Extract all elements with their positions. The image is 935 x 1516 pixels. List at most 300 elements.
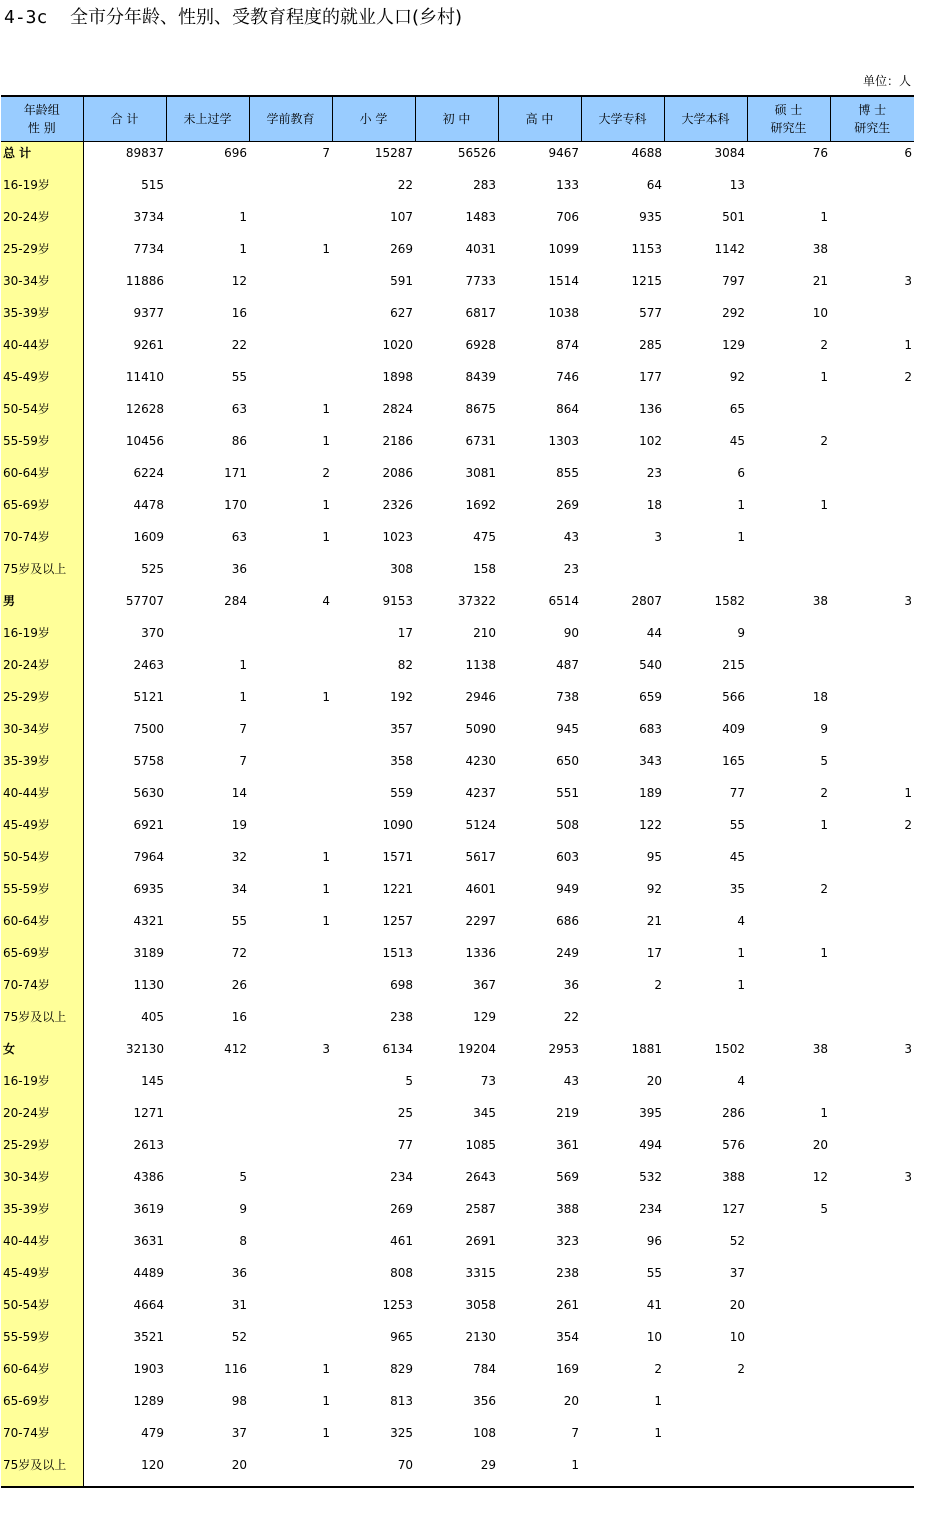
table-cell: 5 (820, 1202, 828, 1216)
table-cell: 15287 (374, 146, 413, 160)
table-cell: 6817 (465, 306, 496, 320)
table-cell: 3734 (133, 210, 164, 224)
table-cell: 19 (231, 818, 247, 832)
table-cell: 1 (322, 690, 330, 704)
table-cell: 171 (224, 466, 247, 480)
table-cell: 2643 (465, 1170, 496, 1184)
table-cell: 90 (563, 626, 579, 640)
table-cell: 145 (141, 1074, 164, 1088)
table-cell: 6935 (133, 882, 164, 896)
row-label: 55-59岁 (1, 430, 83, 462)
table-cell: 603 (556, 850, 579, 864)
table-row (1, 398, 914, 430)
table-cell: 82 (397, 658, 413, 672)
table-row (1, 750, 914, 782)
table-cell (249, 1134, 332, 1166)
table-cell: 9261 (133, 338, 164, 352)
table-cell: 63 (231, 530, 247, 544)
group-total-row (1, 1038, 914, 1070)
table-cell (747, 1294, 830, 1326)
table-cell: 4230 (465, 754, 496, 768)
table-cell (747, 1070, 830, 1102)
corner-header-line2: 性 别 (27, 121, 56, 135)
table-cell (747, 1230, 830, 1262)
table-cell: 4 (737, 914, 745, 928)
table-cell: 577 (639, 306, 662, 320)
column-header (83, 96, 166, 142)
table-row (1, 814, 914, 846)
table-cell: 122 (639, 818, 662, 832)
table-cell (249, 814, 332, 846)
table-cell: 1 (820, 1106, 828, 1120)
table-cell: 797 (722, 274, 745, 288)
table-cell: 650 (556, 754, 579, 768)
table-cell: 19204 (457, 1042, 496, 1056)
column-header-line: 研究生 (854, 121, 891, 135)
table-cell: 169 (556, 1362, 579, 1376)
table-cell: 696 (224, 146, 247, 160)
table-cell (830, 1390, 914, 1422)
table-cell: 2691 (465, 1234, 496, 1248)
table-cell: 8439 (465, 370, 496, 384)
table-cell: 89837 (125, 146, 164, 160)
table-cell: 1903 (133, 1362, 164, 1376)
table-cell: 77 (397, 1138, 413, 1152)
table-cell: 286 (722, 1106, 745, 1120)
table-cell: 9 (737, 626, 745, 640)
table-cell: 1609 (133, 530, 164, 544)
table-code: 4-3c (4, 7, 48, 28)
table-cell (664, 1390, 747, 1422)
table-cell: 5 (405, 1074, 413, 1088)
row-label: 50-54岁 (1, 846, 83, 878)
table-cell: 2953 (548, 1042, 579, 1056)
table-cell: 5 (239, 1170, 247, 1184)
table-cell: 945 (556, 722, 579, 736)
table-cell: 409 (722, 722, 745, 736)
table-cell: 2326 (382, 498, 413, 512)
table-cell: 1 (322, 402, 330, 416)
table-cell: 5758 (133, 754, 164, 768)
row-label: 75岁及以上 (1, 1006, 83, 1038)
table-cell: 566 (722, 690, 745, 704)
column-header-line: 大学本科 (681, 112, 730, 126)
table-cell: 10 (729, 1330, 745, 1344)
table-cell: 22 (563, 1010, 579, 1024)
table-cell: 64 (646, 178, 662, 192)
table-row (1, 526, 914, 558)
table-cell: 234 (639, 1202, 662, 1216)
row-label: 65-69岁 (1, 942, 83, 974)
table-cell: 5124 (465, 818, 496, 832)
table-cell: 65 (729, 402, 745, 416)
table-cell: 683 (639, 722, 662, 736)
table-cell: 177 (639, 370, 662, 384)
table-cell: 1571 (382, 850, 413, 864)
table-cell: 627 (390, 306, 413, 320)
table-cell (830, 1230, 914, 1262)
table-cell: 405 (141, 1010, 164, 1024)
table-cell: 23 (563, 562, 579, 576)
table-cell: 7 (239, 722, 247, 736)
table-cell (830, 1198, 914, 1230)
table-row (1, 1230, 914, 1262)
table-cell: 515 (141, 178, 164, 192)
table-cell (249, 1454, 332, 1487)
table-cell: 283 (473, 178, 496, 192)
table-cell: 56526 (457, 146, 496, 160)
table-cell: 1 (820, 210, 828, 224)
table-cell: 3 (904, 1170, 912, 1184)
row-label: 35-39岁 (1, 1198, 83, 1230)
table-cell: 3058 (465, 1298, 496, 1312)
table-cell: 44 (646, 626, 662, 640)
table-cell: 1483 (465, 210, 496, 224)
table-cell (830, 238, 914, 270)
table-cell: 6134 (382, 1042, 413, 1056)
table-cell: 1 (820, 498, 828, 512)
table-cell (830, 398, 914, 430)
row-label: 75岁及以上 (1, 558, 83, 590)
table-cell (830, 1358, 914, 1390)
row-label: 男 (1, 590, 83, 622)
table-cell: 388 (722, 1170, 745, 1184)
table-cell: 261 (556, 1298, 579, 1312)
table-cell (747, 1422, 830, 1454)
table-cell: 706 (556, 210, 579, 224)
table-cell: 5090 (465, 722, 496, 736)
table-cell (664, 1422, 747, 1454)
table-cell: 11886 (125, 274, 164, 288)
unit-label: 单位：人 (862, 74, 911, 88)
table-row (1, 1134, 914, 1166)
table-cell: 8675 (465, 402, 496, 416)
table-cell: 10456 (125, 434, 164, 448)
table-cell: 3 (322, 1042, 330, 1056)
table-cell (747, 1390, 830, 1422)
row-label: 20-24岁 (1, 654, 83, 686)
table-cell: 1513 (382, 946, 413, 960)
table-cell: 2 (820, 786, 828, 800)
table-cell: 1 (322, 882, 330, 896)
table-cell: 1 (322, 914, 330, 928)
table-cell: 12628 (125, 402, 164, 416)
column-header-line: 学前教育 (266, 112, 315, 126)
table-cell (830, 974, 914, 1006)
table-cell: 76 (812, 146, 828, 160)
column-header-line: 硕 士 (774, 103, 803, 117)
table-cell: 2086 (382, 466, 413, 480)
table-cell: 1 (820, 946, 828, 960)
table-cell: 1142 (714, 242, 745, 256)
table-cell: 855 (556, 466, 579, 480)
row-label: 60-64岁 (1, 1358, 83, 1390)
table-cell: 7964 (133, 850, 164, 864)
table-cell: 784 (473, 1362, 496, 1376)
table-cell: 1271 (133, 1106, 164, 1120)
row-label: 70-74岁 (1, 974, 83, 1006)
table-cell (249, 206, 332, 238)
table-cell: 6921 (133, 818, 164, 832)
table-cell: 1881 (631, 1042, 662, 1056)
table-cell: 21 (812, 274, 828, 288)
table-row (1, 718, 914, 750)
table-cell: 1257 (382, 914, 413, 928)
table-cell (830, 1070, 914, 1102)
table-cell: 6928 (465, 338, 496, 352)
table-cell (747, 1454, 830, 1487)
row-label: 65-69岁 (1, 494, 83, 526)
table-cell: 5617 (465, 850, 496, 864)
table-cell (249, 782, 332, 814)
table-cell: 1 (654, 1394, 662, 1408)
row-label: 35-39岁 (1, 750, 83, 782)
table-cell (830, 462, 914, 494)
table-cell: 1692 (465, 498, 496, 512)
table-cell: 238 (390, 1010, 413, 1024)
table-cell (249, 302, 332, 334)
table-cell: 1502 (714, 1042, 745, 1056)
table-cell: 367 (473, 978, 496, 992)
table-cell (249, 1006, 332, 1038)
table-row (1, 846, 914, 878)
table-cell: 20 (231, 1458, 247, 1472)
row-label: 60-64岁 (1, 910, 83, 942)
table-cell: 1215 (631, 274, 662, 288)
table-cell: 219 (556, 1106, 579, 1120)
table-cell: 1514 (548, 274, 579, 288)
table-cell: 576 (722, 1138, 745, 1152)
column-header-line: 小 学 (359, 112, 388, 126)
table-cell (664, 1454, 747, 1487)
table-cell (830, 846, 914, 878)
table-cell: 9153 (382, 594, 413, 608)
table-cell: 1336 (465, 946, 496, 960)
table-cell: 3084 (714, 146, 745, 160)
table-cell: 4321 (133, 914, 164, 928)
table-cell: 1 (239, 210, 247, 224)
table-cell: 38 (812, 1042, 828, 1056)
column-header-line: 研究生 (770, 121, 807, 135)
row-label: 30-34岁 (1, 1166, 83, 1198)
table-cell: 52 (231, 1330, 247, 1344)
table-cell (830, 686, 914, 718)
row-label: 16-19岁 (1, 1070, 83, 1102)
table-row (1, 1102, 914, 1134)
table-row (1, 654, 914, 686)
table-cell (581, 1006, 664, 1038)
table-cell (830, 878, 914, 910)
table-cell: 323 (556, 1234, 579, 1248)
table-cell: 388 (556, 1202, 579, 1216)
table-cell: 1 (737, 978, 745, 992)
table-cell: 22 (231, 338, 247, 352)
table-cell: 10 (812, 306, 828, 320)
table-row (1, 1326, 914, 1358)
table-cell: 475 (473, 530, 496, 544)
table-cell: 238 (556, 1266, 579, 1280)
table-cell: 1 (322, 1426, 330, 1440)
table-cell (830, 430, 914, 462)
table-cell: 949 (556, 882, 579, 896)
table-cell: 1 (239, 242, 247, 256)
table-cell: 1 (737, 498, 745, 512)
table-cell (249, 1262, 332, 1294)
column-header-line: 合 计 (110, 112, 139, 126)
table-cell (747, 462, 830, 494)
table-cell (747, 1006, 830, 1038)
table-cell: 55 (646, 1266, 662, 1280)
table-cell: 269 (556, 498, 579, 512)
table-cell: 3521 (133, 1330, 164, 1344)
table-cell: 1 (239, 690, 247, 704)
table-cell: 189 (639, 786, 662, 800)
table-cell: 361 (556, 1138, 579, 1152)
row-label: 16-19岁 (1, 622, 83, 654)
table-cell: 43 (563, 1074, 579, 1088)
row-label: 女 (1, 1038, 83, 1070)
table-row (1, 1006, 914, 1038)
table-cell: 808 (390, 1266, 413, 1280)
table-cell: 965 (390, 1330, 413, 1344)
table-cell: 55 (729, 818, 745, 832)
table-cell: 25 (397, 1106, 413, 1120)
table-cell (747, 558, 830, 590)
table-cell: 1038 (548, 306, 579, 320)
table-cell: 540 (639, 658, 662, 672)
table-row (1, 974, 914, 1006)
row-label: 30-34岁 (1, 718, 83, 750)
table-cell: 70 (397, 1458, 413, 1472)
table-row (1, 366, 914, 398)
table-cell: 2 (654, 978, 662, 992)
table-cell (830, 302, 914, 334)
table-cell (747, 398, 830, 430)
table-cell: 4 (322, 594, 330, 608)
table-cell (830, 622, 914, 654)
table-cell: 41 (646, 1298, 662, 1312)
column-header-line: 未上过学 (183, 112, 232, 126)
table-cell: 864 (556, 402, 579, 416)
table-cell: 9467 (548, 146, 579, 160)
table-row (1, 1422, 914, 1454)
table-cell: 308 (390, 562, 413, 576)
table-row (1, 430, 914, 462)
table-cell: 1 (322, 850, 330, 864)
table-cell: 34 (231, 882, 247, 896)
table-cell: 2 (737, 1362, 745, 1376)
table-cell: 358 (390, 754, 413, 768)
row-label: 40-44岁 (1, 1230, 83, 1262)
table-cell: 3081 (465, 466, 496, 480)
table-cell: 525 (141, 562, 164, 576)
table-cell (747, 1262, 830, 1294)
table-cell: 746 (556, 370, 579, 384)
row-label: 70-74岁 (1, 526, 83, 558)
table-cell (249, 750, 332, 782)
table-cell: 325 (390, 1426, 413, 1440)
table-cell: 354 (556, 1330, 579, 1344)
table-cell: 1090 (382, 818, 413, 832)
table-cell (249, 1070, 332, 1102)
table-cell: 7500 (133, 722, 164, 736)
table-cell: 36 (563, 978, 579, 992)
table-row (1, 270, 914, 302)
table-row (1, 558, 914, 590)
table-cell (249, 974, 332, 1006)
table-cell: 738 (556, 690, 579, 704)
table-cell: 1 (322, 1394, 330, 1408)
column-header-line: 初 中 (442, 112, 471, 126)
table-cell: 127 (722, 1202, 745, 1216)
table-cell: 2463 (133, 658, 164, 672)
table-cell: 1153 (631, 242, 662, 256)
table-cell: 4386 (133, 1170, 164, 1184)
row-label: 55-59岁 (1, 878, 83, 910)
table-cell: 116 (224, 1362, 247, 1376)
table-cell (664, 1006, 747, 1038)
row-label: 75岁及以上 (1, 1454, 83, 1487)
row-label: 25-29岁 (1, 238, 83, 270)
table-cell: 8 (239, 1234, 247, 1248)
table-cell: 170 (224, 498, 247, 512)
table-row (1, 174, 914, 206)
table-cell: 158 (473, 562, 496, 576)
table-cell: 37 (231, 1426, 247, 1440)
table-cell (747, 1358, 830, 1390)
table-cell (747, 174, 830, 206)
table-cell (830, 1102, 914, 1134)
table-cell: 22 (397, 178, 413, 192)
table-title: 全市分年龄、性别、受教育程度的就业人口(乡村) (70, 7, 463, 28)
table-cell: 249 (556, 946, 579, 960)
table-cell: 1130 (133, 978, 164, 992)
table-cell: 96 (646, 1234, 662, 1248)
table-cell: 13 (729, 178, 745, 192)
table-cell: 210 (473, 626, 496, 640)
table-cell: 1 (737, 946, 745, 960)
table-cell: 551 (556, 786, 579, 800)
table-row (1, 1390, 914, 1422)
table-row (1, 334, 914, 366)
table-cell: 686 (556, 914, 579, 928)
column-header (415, 96, 498, 142)
row-label: 60-64岁 (1, 462, 83, 494)
table-cell: 57707 (125, 594, 164, 608)
table-cell (249, 718, 332, 750)
table-cell: 284 (224, 594, 247, 608)
table-cell: 813 (390, 1394, 413, 1408)
table-cell: 2807 (631, 594, 662, 608)
column-header (747, 96, 830, 142)
table-cell: 4664 (133, 1298, 164, 1312)
table-cell: 356 (473, 1394, 496, 1408)
table-cell: 3189 (133, 946, 164, 960)
group-total-row (1, 142, 914, 175)
table-cell: 395 (639, 1106, 662, 1120)
table-cell: 4 (737, 1074, 745, 1088)
table-cell: 6731 (465, 434, 496, 448)
table-cell: 357 (390, 722, 413, 736)
column-header (249, 96, 332, 142)
table-cell: 9377 (133, 306, 164, 320)
table-cell (830, 1454, 914, 1487)
table-cell: 487 (556, 658, 579, 672)
table-cell: 2130 (465, 1330, 496, 1344)
table-cell: 345 (473, 1106, 496, 1120)
table-cell (830, 750, 914, 782)
row-label: 45-49岁 (1, 1262, 83, 1294)
